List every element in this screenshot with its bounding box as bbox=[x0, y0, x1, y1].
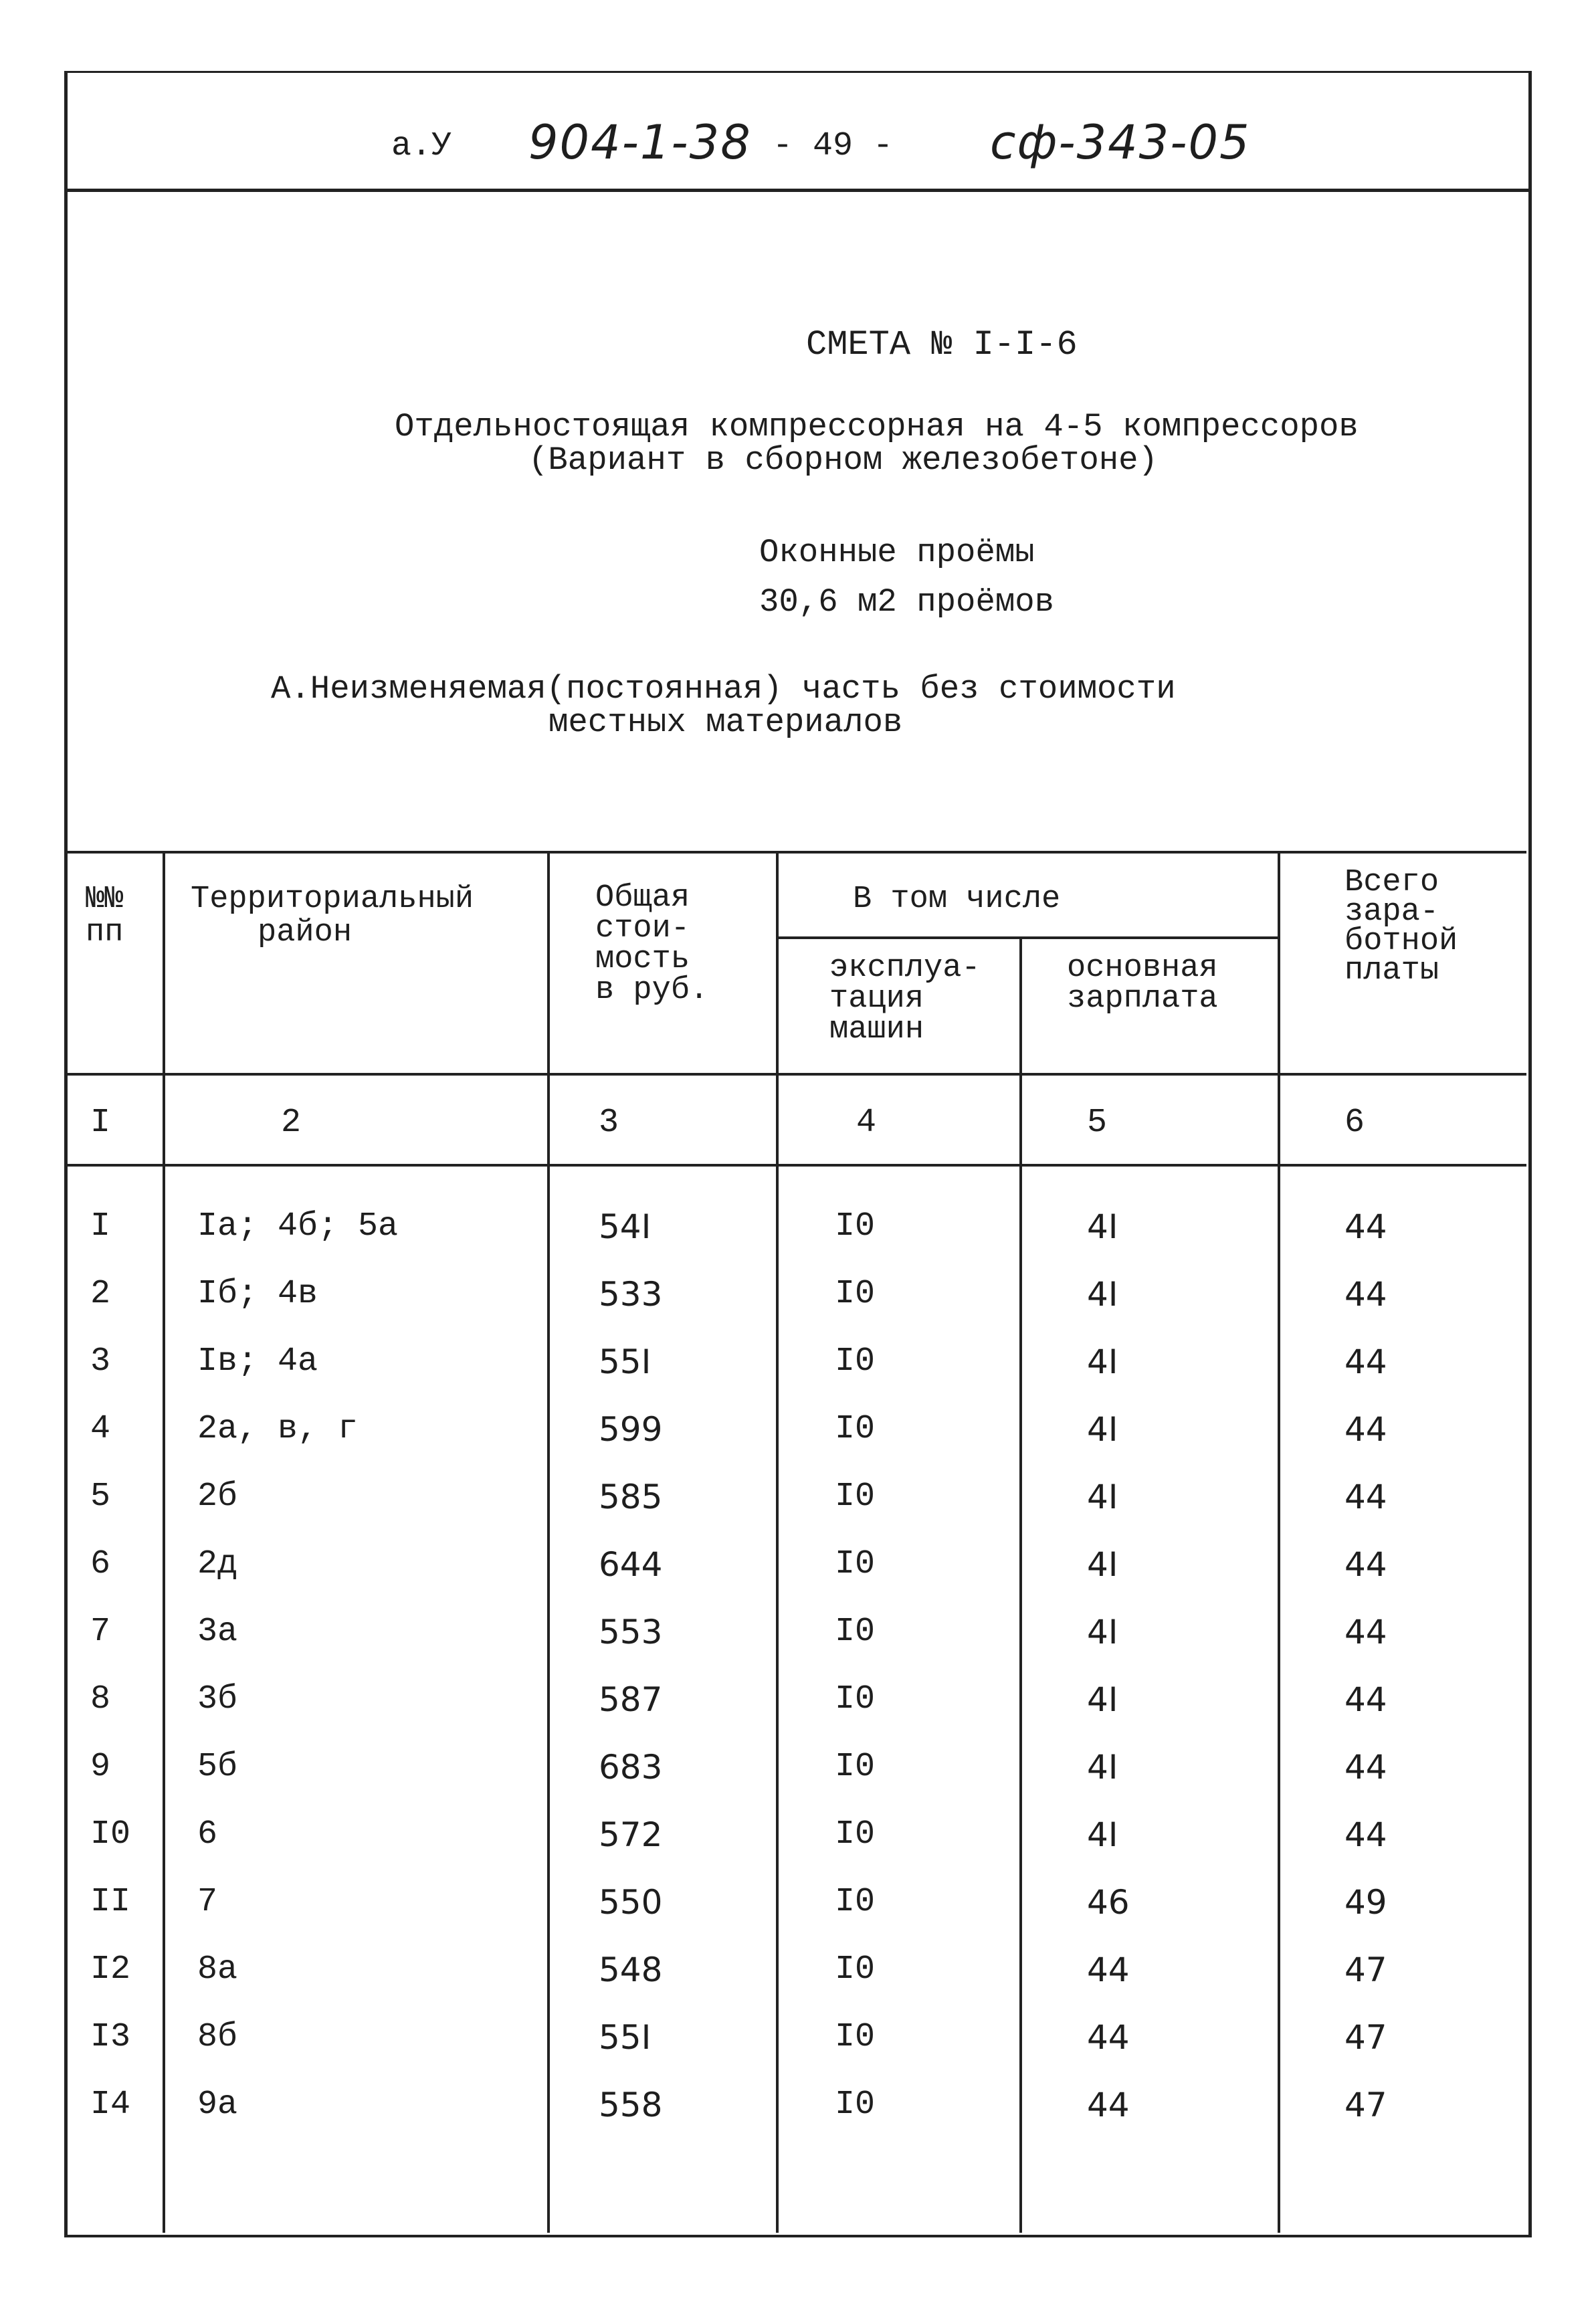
row-number: 3 bbox=[90, 1342, 111, 1381]
total-wage-cell: 44 bbox=[1344, 1478, 1387, 1516]
row-number: 4 bbox=[90, 1410, 111, 1448]
base-wage-cell: 4I bbox=[1087, 1478, 1118, 1516]
total-cost-cell: 572 bbox=[599, 1815, 663, 1854]
machines-cell: I0 bbox=[835, 1950, 876, 1989]
total-wage-cell: 44 bbox=[1344, 1748, 1387, 1787]
total-cost-cell: 599 bbox=[599, 1410, 663, 1449]
total-cost-cell: 550 bbox=[599, 1883, 663, 1922]
table-top-rule bbox=[64, 851, 1526, 854]
total-cost-cell: 55I bbox=[599, 1342, 652, 1381]
machines-cell: I0 bbox=[835, 1545, 876, 1583]
row-number: I0 bbox=[90, 1815, 131, 1853]
row-number: II bbox=[90, 1883, 131, 1921]
machines-cell: I0 bbox=[835, 2018, 876, 2056]
column-number: 5 bbox=[1087, 1104, 1108, 1142]
section-title-cont: местных материалов bbox=[548, 704, 903, 741]
header-machines: эксплуа- тация машин bbox=[829, 950, 981, 1047]
row-number: 6 bbox=[90, 1545, 111, 1583]
total-wage-cell: 44 bbox=[1344, 1613, 1387, 1651]
header-bottom-rule bbox=[64, 1073, 1526, 1076]
total-wage-cell: 44 bbox=[1344, 1410, 1387, 1449]
base-wage-cell: 4I bbox=[1087, 1207, 1118, 1246]
row-number: 9 bbox=[90, 1748, 111, 1786]
element-quantity: 30,6 м2 проёмов bbox=[759, 583, 1055, 621]
total-cost-cell: 553 bbox=[599, 1613, 663, 1651]
row-number: I2 bbox=[90, 1950, 131, 1989]
object-variant: (Вариант в сборном железобетоне) bbox=[528, 441, 1158, 479]
object-name: Отдельностоящая компрессорная на 4-5 компрессоров bbox=[395, 408, 1359, 445]
total-cost-cell: 644 bbox=[599, 1545, 663, 1584]
region-cell: 2а, в, г bbox=[197, 1410, 359, 1448]
row-number: 5 bbox=[90, 1478, 111, 1516]
machines-cell: I0 bbox=[835, 1478, 876, 1516]
total-wage-cell: 44 bbox=[1344, 1275, 1387, 1314]
row-number: I bbox=[90, 1207, 111, 1245]
header-region: Территориальный район bbox=[191, 882, 474, 950]
total-wage-cell: 49 bbox=[1344, 1883, 1387, 1922]
total-cost-cell: 558 bbox=[599, 2086, 663, 2124]
row-number: 2 bbox=[90, 1275, 111, 1313]
header-divider bbox=[64, 189, 1530, 192]
header-base-wage: основная зарплата bbox=[1067, 950, 1218, 1017]
header-group: В том числе bbox=[853, 882, 1061, 917]
section-title: А.Неизменяемая(постоянная) часть без стоимости bbox=[271, 670, 1176, 708]
subheader-rule bbox=[776, 936, 1278, 939]
base-wage-cell: 4I bbox=[1087, 1680, 1118, 1719]
column-number-rule bbox=[64, 1164, 1526, 1167]
region-cell: 3а bbox=[197, 1613, 238, 1651]
total-wage-cell: 44 bbox=[1344, 1207, 1387, 1246]
total-cost-cell: 55I bbox=[599, 2018, 652, 2057]
row-number: I3 bbox=[90, 2018, 131, 2056]
total-cost-cell: 548 bbox=[599, 1950, 663, 1989]
machines-cell: I0 bbox=[835, 2086, 876, 2124]
header-total-cost: Общая стои- мость в руб. bbox=[595, 880, 709, 1008]
header-num: №№ пп bbox=[86, 882, 124, 950]
base-wage-cell: 4I bbox=[1087, 1275, 1118, 1314]
col-divider-4 bbox=[1019, 936, 1022, 2233]
base-wage-cell: 44 bbox=[1087, 2018, 1130, 2057]
machines-cell: I0 bbox=[835, 1410, 876, 1448]
region-cell: 2д bbox=[197, 1545, 238, 1583]
region-cell: Iб; 4в bbox=[197, 1275, 318, 1313]
base-wage-cell: 4I bbox=[1087, 1815, 1118, 1854]
total-cost-cell: 54I bbox=[599, 1207, 652, 1246]
region-cell: 6 bbox=[197, 1815, 218, 1853]
doc-code: 904-1-38 bbox=[528, 115, 752, 170]
region-cell: 5б bbox=[197, 1748, 238, 1786]
region-cell: 8а bbox=[197, 1950, 238, 1989]
column-number: 4 bbox=[856, 1104, 877, 1142]
total-wage-cell: 44 bbox=[1344, 1545, 1387, 1584]
base-wage-cell: 4I bbox=[1087, 1613, 1118, 1651]
element-name: Оконные проёмы bbox=[759, 534, 1035, 571]
total-wage-cell: 47 bbox=[1344, 2086, 1387, 2124]
doc-code-secondary: сф-343-05 bbox=[990, 115, 1251, 170]
machines-cell: I0 bbox=[835, 1815, 876, 1853]
region-cell: 7 bbox=[197, 1883, 218, 1921]
total-cost-cell: 533 bbox=[599, 1275, 663, 1314]
region-cell: Iв; 4а bbox=[197, 1342, 318, 1381]
machines-cell: I0 bbox=[835, 1342, 876, 1381]
base-wage-cell: 4I bbox=[1087, 1410, 1118, 1449]
column-number: 6 bbox=[1344, 1104, 1365, 1142]
total-cost-cell: 683 bbox=[599, 1748, 663, 1787]
base-wage-cell: 4I bbox=[1087, 1342, 1118, 1381]
total-wage-cell: 47 bbox=[1344, 1950, 1387, 1989]
machines-cell: I0 bbox=[835, 1207, 876, 1245]
total-wage-cell: 47 bbox=[1344, 2018, 1387, 2057]
machines-cell: I0 bbox=[835, 1680, 876, 1718]
doc-prefix: а.У bbox=[391, 127, 452, 165]
base-wage-cell: 4I bbox=[1087, 1748, 1118, 1787]
total-wage-cell: 44 bbox=[1344, 1680, 1387, 1719]
total-cost-cell: 585 bbox=[599, 1478, 663, 1516]
base-wage-cell: 44 bbox=[1087, 2086, 1130, 2124]
total-cost-cell: 587 bbox=[599, 1680, 663, 1719]
row-number: 7 bbox=[90, 1613, 111, 1651]
column-number: 2 bbox=[281, 1104, 302, 1142]
machines-cell: I0 bbox=[835, 1748, 876, 1786]
machines-cell: I0 bbox=[835, 1613, 876, 1651]
row-number: I4 bbox=[90, 2086, 131, 2124]
base-wage-cell: 46 bbox=[1087, 1883, 1130, 1922]
column-number: I bbox=[90, 1104, 111, 1142]
region-cell: Iа; 4б; 5а bbox=[197, 1207, 399, 1245]
page-frame bbox=[64, 71, 1532, 2237]
region-cell: 9а bbox=[197, 2086, 238, 2124]
region-cell: 3б bbox=[197, 1680, 238, 1718]
base-wage-cell: 4I bbox=[1087, 1545, 1118, 1584]
total-wage-cell: 44 bbox=[1344, 1342, 1387, 1381]
base-wage-cell: 44 bbox=[1087, 1950, 1130, 1989]
header-total-wage: Всего зара- ботной платы bbox=[1344, 865, 1458, 989]
col-divider-5 bbox=[1278, 851, 1280, 2233]
row-number: 8 bbox=[90, 1680, 111, 1718]
region-cell: 8б bbox=[197, 2018, 238, 2056]
col-divider-1 bbox=[163, 851, 165, 2233]
col-divider-3 bbox=[776, 851, 779, 2233]
machines-cell: I0 bbox=[835, 1883, 876, 1921]
page-number: - 49 - bbox=[773, 127, 894, 165]
estimate-title: СМЕТА № I-I-6 bbox=[806, 325, 1078, 365]
machines-cell: I0 bbox=[835, 1275, 876, 1313]
col-divider-2 bbox=[547, 851, 550, 2233]
column-number: 3 bbox=[599, 1104, 619, 1142]
region-cell: 2б bbox=[197, 1478, 238, 1516]
total-wage-cell: 44 bbox=[1344, 1815, 1387, 1854]
